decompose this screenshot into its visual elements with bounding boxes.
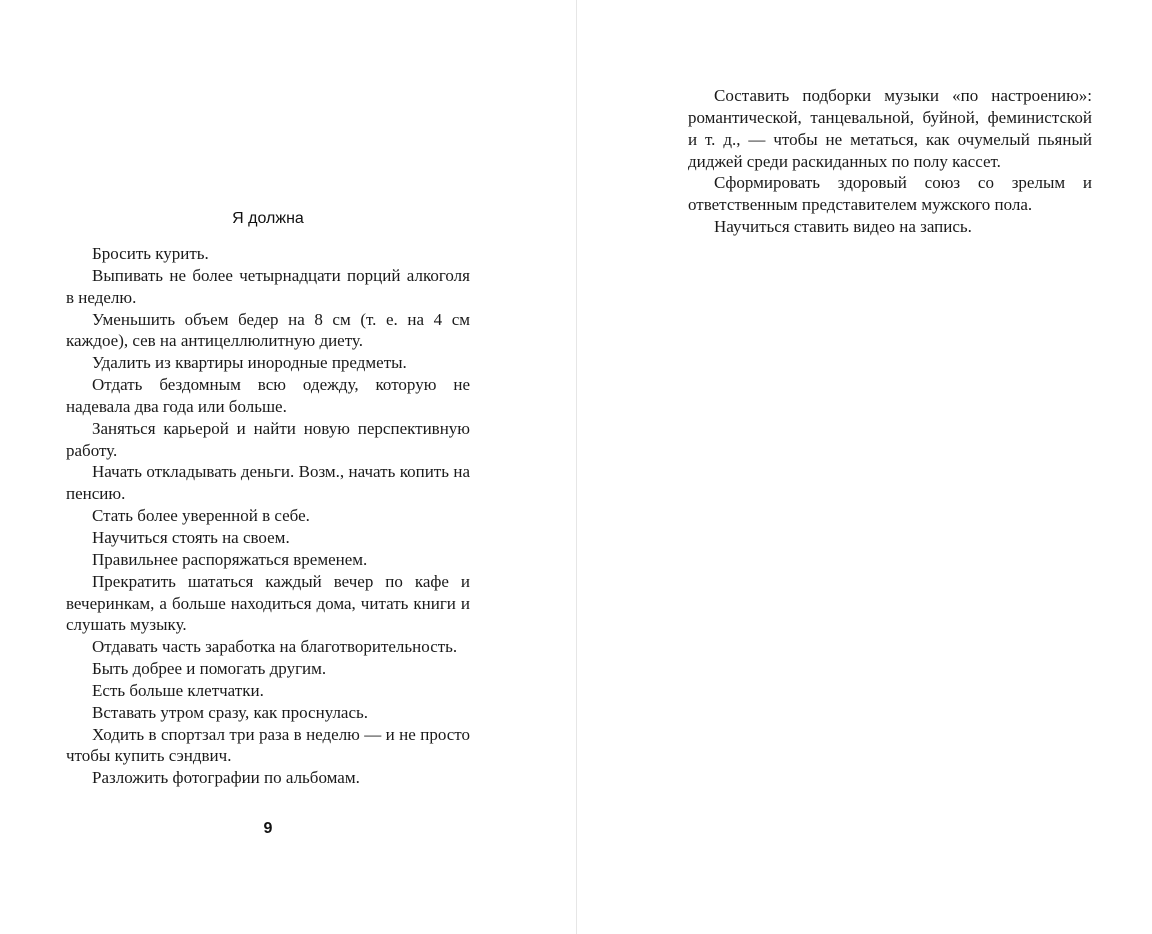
- paragraph: Начать откладывать деньги. Возм., начать копить на пенсию.: [66, 462, 470, 504]
- paragraph: Стать более уверенной в себе.: [92, 506, 310, 526]
- paragraph: Выпивать не более четырнадцати порций алкоголя в неделю.: [66, 265, 470, 307]
- paragraph: Есть больше клетчатки.: [92, 680, 264, 700]
- paragraph: Отдать бездомным всю одежду, которую не надевала два года или больше.: [66, 375, 470, 416]
- paragraph: Составить подборки музыки «по настроению»: романтической, танцевальной, буйной, феминистской и т. д., — чтобы не метаться, как очумелый пьяный диджей среди раскиданных по полу кассет.: [688, 86, 1092, 171]
- right-page: [578, 0, 1152, 934]
- paragraph: Научиться стоять на своем.: [92, 527, 290, 547]
- paragraph: Научиться ставить видео на запись.: [714, 217, 972, 237]
- paragraph: Ходить в спортзал три раза в неделю — и не просто чтобы купить сэндвич.: [66, 724, 470, 766]
- paragraph: Заняться карьерой и найти новую перспективную работу.: [66, 418, 470, 460]
- paragraph: Удалить из квартиры инородные предметы.: [92, 353, 407, 373]
- page-number: 9: [263, 820, 273, 837]
- paragraph: Быть добрее и помогать другим.: [92, 659, 327, 679]
- paragraph: Уменьшить объем бедер на 8 см (т. е. на 4 см каждое), сев на антицеллюлитную диету.: [66, 309, 470, 351]
- paragraph: Прекратить шататься каждый вечер по кафе и вечеринкам, а больше находиться дома, читать книги и слушать музыку.: [66, 571, 470, 635]
- paragraph: Бросить курить.: [92, 244, 209, 263]
- paragraph: Сформировать здоровый союз со зрелым и ответственным представителем мужского пола.: [688, 173, 1092, 215]
- right-page-text: [688, 85, 1092, 238]
- left-page-text: [66, 243, 470, 789]
- paragraph: Отдавать часть заработка на благотворительность.: [92, 637, 458, 657]
- page-gutter-divider: [576, 0, 577, 934]
- paragraph: Вставать утром сразу, как проснулась.: [92, 702, 369, 722]
- paragraph: Разложить фотографии по альбомам.: [92, 768, 360, 788]
- paragraph: Правильнее распоряжаться временем.: [92, 549, 368, 569]
- chapter-title: Я должна: [232, 210, 304, 227]
